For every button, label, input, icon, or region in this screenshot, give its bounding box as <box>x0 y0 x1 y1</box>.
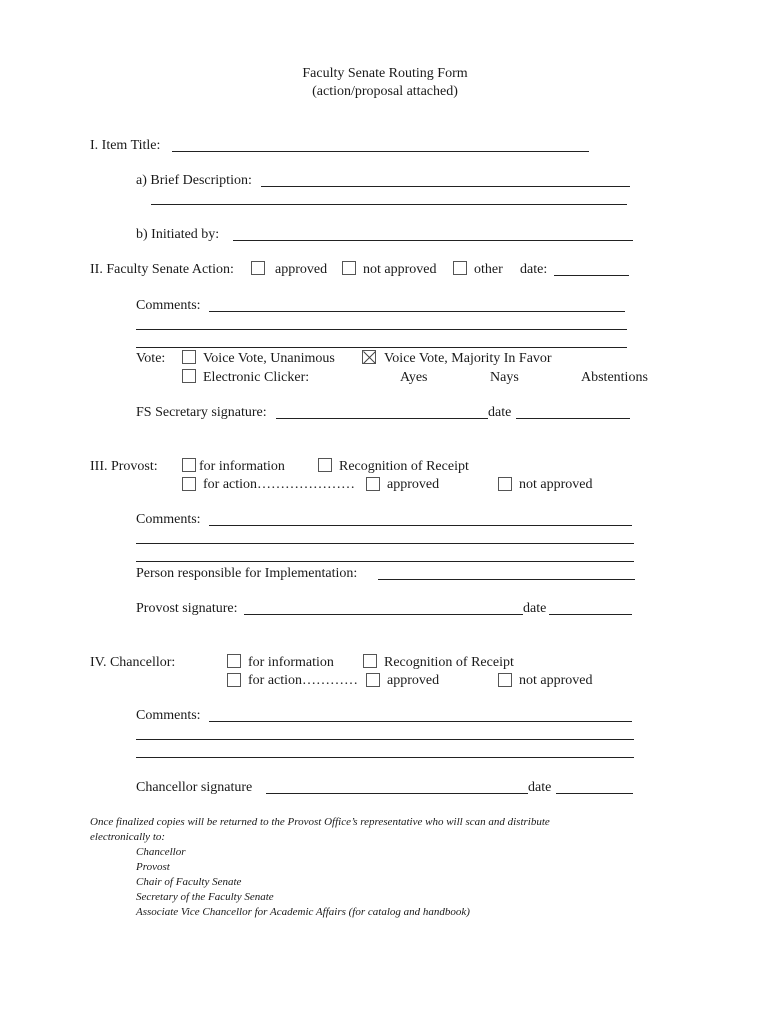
item-title-field[interactable] <box>172 151 589 152</box>
chancellor-for-action-label: for action………… <box>248 673 359 688</box>
provost-recognition-label: Recognition of Receipt <box>339 459 469 474</box>
senate-comments-field[interactable] <box>209 311 625 312</box>
chancellor-approved-checkbox[interactable] <box>366 673 380 687</box>
senate-comments-field-3[interactable] <box>136 347 627 348</box>
distribution-note: Once finalized copies will be returned to the Provost Office’s representative who will scan and distribute <box>90 816 550 828</box>
chancellor-recognition-checkbox[interactable] <box>363 654 377 668</box>
brief-description-label: a) Brief Description: <box>136 173 252 188</box>
fs-secretary-date-field[interactable] <box>516 418 630 419</box>
form-title: Faculty Senate Routing Form <box>302 66 468 81</box>
provost-not-approved-checkbox[interactable] <box>498 477 512 491</box>
provost-for-information-label: for information <box>199 459 285 474</box>
electronic-clicker-label: Electronic Clicker: <box>203 370 310 385</box>
senate-approved-label: approved <box>275 262 328 277</box>
senate-other-label: other <box>474 262 503 277</box>
chancellor-comments-field-2[interactable] <box>136 739 634 740</box>
person-responsible-label: Person responsible for Implementation: <box>136 566 358 581</box>
chancellor-not-approved-checkbox[interactable] <box>498 673 512 687</box>
provost-for-information-checkbox[interactable] <box>182 458 196 472</box>
voice-unanimous-checkbox[interactable] <box>182 350 196 364</box>
senate-comments-field-2[interactable] <box>136 329 627 330</box>
voice-unanimous-label: Voice Vote, Unanimous <box>203 351 335 366</box>
provost-comments-field[interactable] <box>209 525 632 526</box>
abstentions-label: Abstentions <box>581 370 648 385</box>
voice-majority-checkbox[interactable] <box>362 350 376 364</box>
provost-signature-field[interactable] <box>244 614 523 615</box>
chancellor-comments-label: Comments: <box>136 708 201 723</box>
provost-date-label: date <box>523 601 547 616</box>
senate-not-approved-label: not approved <box>363 262 437 277</box>
provost-section-label: III. Provost: <box>90 459 158 474</box>
senate-comments-label: Comments: <box>136 298 201 313</box>
chancellor-not-approved-label: not approved <box>519 673 593 688</box>
senate-approved-checkbox[interactable] <box>251 261 265 275</box>
recipient-item: Associate Vice Chancellor for Academic Affairs (for catalog and handbook) <box>136 906 470 918</box>
chancellor-comments-field-3[interactable] <box>136 757 634 758</box>
recipient-item: Provost <box>136 861 170 873</box>
senate-action-label: II. Faculty Senate Action: <box>90 262 234 277</box>
chancellor-signature-field[interactable] <box>266 793 528 794</box>
fs-secretary-signature-label: FS Secretary signature: <box>136 405 267 420</box>
fs-secretary-date-label: date <box>488 405 512 420</box>
chancellor-section-label: IV. Chancellor: <box>90 655 176 670</box>
provost-approved-checkbox[interactable] <box>366 477 380 491</box>
form-subtitle: (action/proposal attached) <box>312 84 458 99</box>
senate-date-field[interactable] <box>554 275 629 276</box>
recipient-item: Chair of Faculty Senate <box>136 876 242 888</box>
voice-majority-label: Voice Vote, Majority In Favor <box>384 351 552 366</box>
chancellor-for-information-label: for information <box>248 655 334 670</box>
senate-not-approved-checkbox[interactable] <box>342 261 356 275</box>
provost-comments-label: Comments: <box>136 512 201 527</box>
distribution-note-line2: electronically to: <box>90 831 166 843</box>
chancellor-for-action-checkbox[interactable] <box>227 673 241 687</box>
provost-signature-label: Provost signature: <box>136 601 238 616</box>
chancellor-comments-field[interactable] <box>209 721 632 722</box>
initiated-by-label: b) Initiated by: <box>136 227 220 242</box>
provost-approved-label: approved <box>387 477 440 492</box>
chancellor-signature-label: Chancellor signature <box>136 780 253 795</box>
senate-other-checkbox[interactable] <box>453 261 467 275</box>
fs-secretary-signature-field[interactable] <box>276 418 488 419</box>
provost-for-action-label: for action………………… <box>203 477 356 492</box>
item-title-label: I. Item Title: <box>90 138 161 153</box>
ayes-label: Ayes <box>400 370 428 385</box>
provost-recognition-checkbox[interactable] <box>318 458 332 472</box>
initiated-by-field[interactable] <box>233 240 633 241</box>
person-responsible-field[interactable] <box>378 579 635 580</box>
chancellor-for-information-checkbox[interactable] <box>227 654 241 668</box>
provost-comments-field-3[interactable] <box>136 561 634 562</box>
provost-comments-field-2[interactable] <box>136 543 634 544</box>
chancellor-date-label: date <box>528 780 552 795</box>
recipient-item: Secretary of the Faculty Senate <box>136 891 274 903</box>
senate-date-label: date: <box>520 262 548 277</box>
vote-label: Vote: <box>136 351 166 366</box>
chancellor-approved-label: approved <box>387 673 440 688</box>
chancellor-date-field[interactable] <box>556 793 633 794</box>
provost-date-field[interactable] <box>549 614 632 615</box>
brief-description-field-2[interactable] <box>151 204 627 205</box>
provost-for-action-checkbox[interactable] <box>182 477 196 491</box>
recipient-item: Chancellor <box>136 846 186 858</box>
brief-description-field[interactable] <box>261 186 630 187</box>
provost-not-approved-label: not approved <box>519 477 593 492</box>
chancellor-recognition-label: Recognition of Receipt <box>384 655 514 670</box>
nays-label: Nays <box>490 370 519 385</box>
electronic-clicker-checkbox[interactable] <box>182 369 196 383</box>
